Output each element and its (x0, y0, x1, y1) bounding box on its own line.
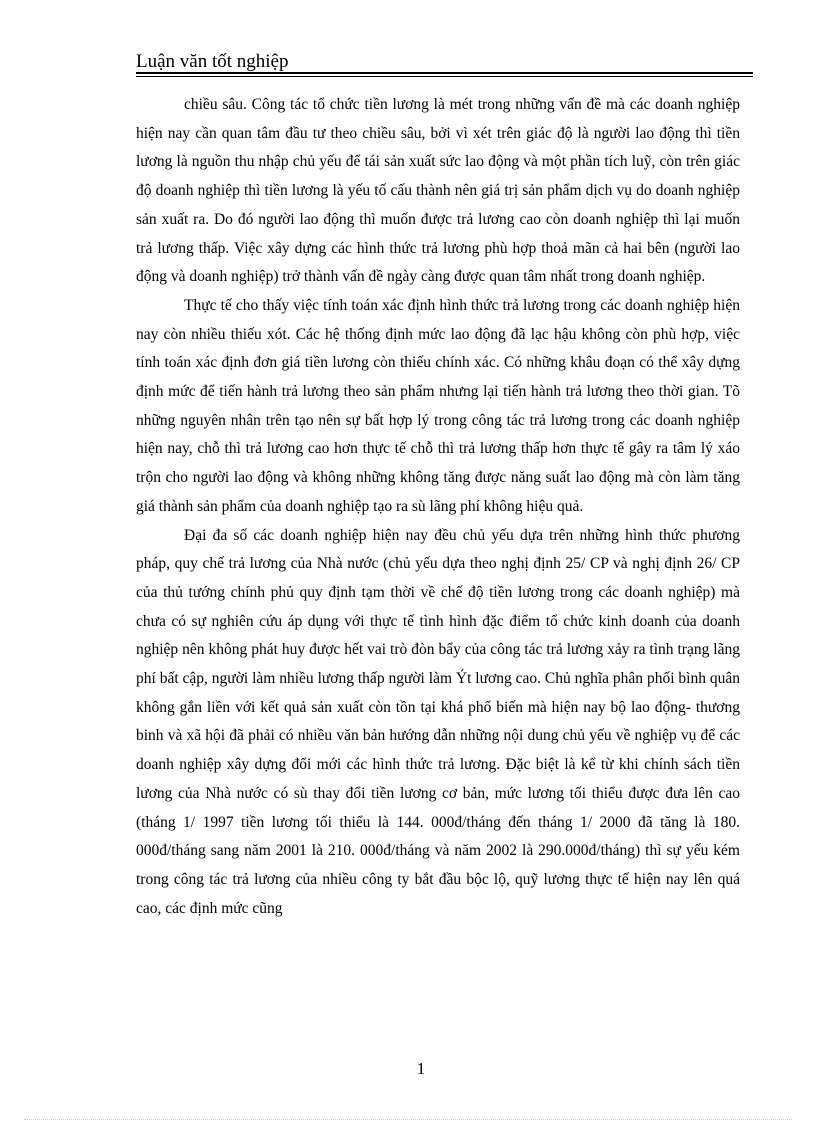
page-number: 1 (416, 1059, 426, 1078)
paragraph-2: Thực tế cho thấy việc tính toán xác định hình thức trả lương trong các doanh nghiệp hiện nay còn nhiều thiếu xót. Các hệ thống định mức lao động đã lạc hậu không còn phù hợp, việc tính toán xác định đơn giá tiền lương còn thiếu chính xác. Có những khâu đoạn có thể xây dựng định mức để tiến hành trả lương theo sản phẩm nhưng lại tiến hành trả lương theo thời gian. Tõ những nguyên nhân trên tạo nên sự bất hợp lý trong công tác trả lương trong các doanh nghiệp hiện nay, chỗ thì trả lương cao hơn thực tế chỗ thì trả lương thấp hơn thực tế gây ra tâm lý xáo trộn cho người lao động và không những không tăng được năng suất lao động mà còn làm tăng giá thành sản phẩm của doanh nghiệp tạo ra sù lãng phí không hiệu quả. (136, 296, 740, 515)
paragraph-1: chiều sâu. Công tác tổ chức tiền lương là mét trong những vấn đề mà các doanh nghiệp hiện nay cần quan tâm đầu tư theo chiều sâu, bởi vì xét trên giác độ là người lao động thì tiền lương là nguồn thu nhập chủ yếu để tái sản xuất sức lao động và một phần tích luỹ, còn trên giác độ doanh nghiệp thì tiền lương là yếu tố cấu thành nên giá trị sản phẩm dịch vụ do doanh nghiệp sản xuất ra. Do đó người lao động thì muốn được trả lương cao còn doanh nghiệp thì lại muốn trả lương thấp. Việc xây dựng các hình thức trả lương phù hợp thoả mãn cả hai bên (người lao động và doanh nghiệp) trở thành vấn đề ngày càng được quan tâm nhất trong doanh nghiệp. (136, 96, 740, 286)
paragraph-3: Đại đa số các doanh nghiệp hiện nay đều chủ yếu dựa trên những hình thức phương pháp, quy chế trả lương của Nhà nước (chủ yếu dựa theo nghị định 25/ CP và nghị định 26/ CP của thủ tướng chính phủ quy định tạm thời về chế độ tiền lương trong các doanh nghiệp) mà chưa có sự nghiên cứu áp dụng với thực tế tình hình đặc điểm tổ chức kinh doanh của doanh nghiệp nên không phát huy được hết vai trò đòn bẩy của công tác trả lương xảy ra tình trạng lãng phí bất cập, người làm nhiều lương thấp người làm Ýt lương cao. Chủ nghĩa phân phối bình quân không gắn liền với kết quả sản xuất còn tồn tại khá phổ biến mà hiện nay bộ lao động- thương binh và xã hội đã phải có nhiều văn bản hướng dẫn những nội dung chủ yếu về nghiệp vụ để các doanh nghiệp xây dựng đổi mới các hình thức trả lương. Đặc biệt là kể từ khi chính sách tiền lương của Nhà nước có sù thay đổi tiền lương cơ bản, mức lương tối thiểu được đưa lên cao (tháng 1/ 1997 tiền lương tối thiểu là 144. 000đ/tháng đến tháng 1/ 2000 đã tăng là 180. 000đ/tháng sang năm 2001 là 210. 000đ/tháng và năm 2002 là 290.000đ/tháng) thì sự yếu kém trong công tác trả lương của nhiều công ty bắt đầu bộc lộ, quỹ lương thực tế hiện nay lên quá cao, các định mức cũng (136, 526, 740, 917)
header-rule-thick (136, 72, 753, 74)
page-edge-divider (24, 1119, 792, 1120)
body-text (136, 91, 740, 923)
header-rule-thin (136, 76, 753, 77)
running-header-title: Luận văn tốt nghiệp (136, 51, 289, 72)
